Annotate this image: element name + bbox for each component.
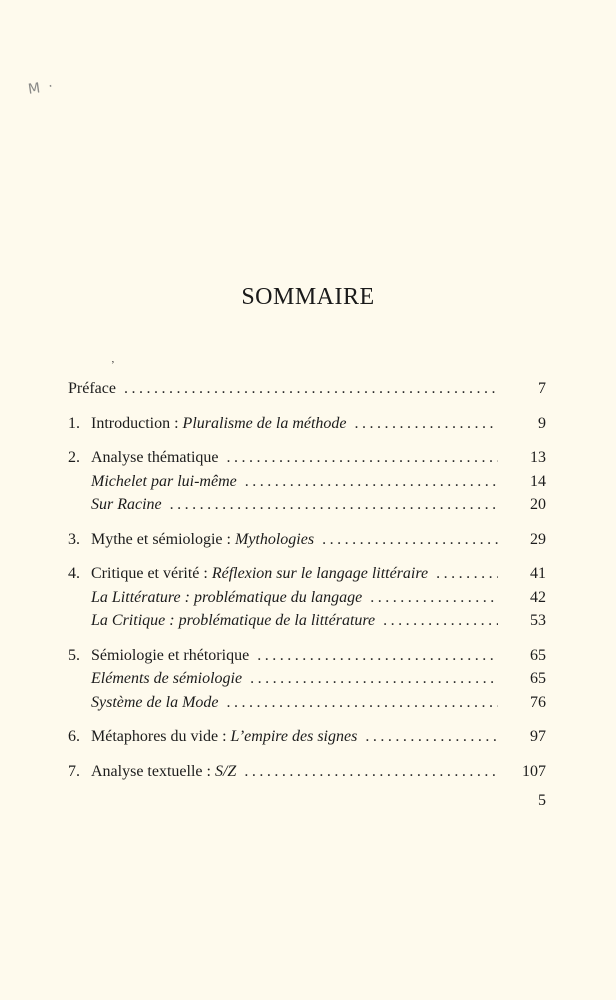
toc-entry-title-italic: Eléments de sémiologie bbox=[91, 670, 243, 687]
dot-leader bbox=[245, 470, 498, 494]
toc-entry-title-plain: Sémiologie et rhétorique bbox=[91, 646, 250, 664]
dot-leader bbox=[170, 493, 498, 517]
toc-entry bbox=[68, 562, 546, 586]
toc-entry-title bbox=[91, 760, 236, 784]
toc-entry-title-italic: S/Z bbox=[214, 762, 237, 780]
toc-entry bbox=[68, 528, 546, 552]
toc-entry-page: 14 bbox=[530, 472, 546, 490]
toc-entry-page: 65 bbox=[530, 670, 546, 687]
toc-entry bbox=[68, 725, 546, 749]
toc-entry-title bbox=[91, 562, 428, 586]
toc-entry bbox=[68, 691, 546, 715]
table-of-contents bbox=[68, 377, 546, 783]
dot-leader bbox=[227, 446, 498, 470]
handwritten-mark: M · bbox=[27, 78, 56, 98]
toc-entry-title-italic: Système de la Mode bbox=[91, 693, 219, 711]
dot-leader bbox=[365, 725, 498, 749]
toc-entry-title-plain: Préface bbox=[68, 380, 116, 397]
toc-entry-page: 76 bbox=[530, 693, 546, 711]
page-number: 5 bbox=[538, 792, 546, 809]
toc-entry-page: 97 bbox=[530, 728, 546, 745]
toc-entry-title-italic: Mythologies bbox=[234, 530, 315, 548]
dot-leader bbox=[227, 691, 498, 715]
toc-entry-title bbox=[91, 691, 219, 715]
toc-entry-page: 20 bbox=[530, 496, 546, 513]
toc-entry bbox=[68, 470, 546, 494]
toc-entry-page: 7 bbox=[538, 380, 546, 397]
dot-leader bbox=[124, 377, 498, 401]
toc-entry-title bbox=[91, 446, 219, 470]
toc-entry-title-italic: La Critique : problématique de la littérature bbox=[91, 612, 376, 629]
toc-entry-title bbox=[91, 528, 314, 552]
toc-entry-title bbox=[91, 609, 375, 633]
toc-entry-number: 3. bbox=[68, 530, 80, 548]
toc-entry bbox=[68, 446, 546, 470]
toc-entry bbox=[68, 586, 546, 610]
page-title: SOMMAIRE bbox=[241, 284, 375, 310]
toc-entry-page: 9 bbox=[538, 414, 546, 432]
dot-leader bbox=[322, 528, 498, 552]
toc-entry-title-italic: Réflexion sur le langage littéraire bbox=[211, 565, 429, 582]
toc-entry-number: 5. bbox=[68, 646, 80, 664]
toc-entry-title-plain: Analyse textuelle : bbox=[91, 762, 215, 780]
toc-entry bbox=[68, 412, 546, 436]
toc-entry-title-italic: Pluralisme de la méthode bbox=[182, 414, 347, 432]
toc-entry-title bbox=[91, 667, 242, 691]
toc-entry-number: 7. bbox=[68, 762, 80, 780]
toc-entry-title bbox=[91, 493, 162, 517]
toc-entry-page: 107 bbox=[522, 762, 546, 780]
toc-entry-title bbox=[68, 377, 116, 401]
toc-entry-page: 41 bbox=[530, 565, 546, 582]
toc-entry-page: 53 bbox=[530, 612, 546, 629]
dot-leader bbox=[383, 609, 498, 633]
toc-entry bbox=[68, 377, 546, 401]
toc-entry-title-plain: Mythe et sémiologie : bbox=[91, 530, 235, 548]
dot-leader bbox=[250, 667, 498, 691]
toc-entry-page: 29 bbox=[530, 530, 546, 548]
stray-mark: ’ bbox=[111, 359, 115, 371]
toc-entry-title-plain: Introduction : bbox=[91, 414, 183, 432]
toc-entry-title-italic: La Littérature : problématique du langage bbox=[91, 588, 363, 606]
toc-entry-title-italic: Michelet par lui-même bbox=[91, 472, 237, 490]
toc-entry-title bbox=[91, 586, 362, 610]
toc-entry-page: 42 bbox=[530, 588, 546, 606]
dot-leader bbox=[355, 412, 498, 436]
toc-entry-page: 13 bbox=[530, 449, 546, 466]
toc-entry bbox=[68, 609, 546, 633]
toc-entry-title-plain: Analyse thématique bbox=[91, 449, 219, 466]
toc-entry-page: 65 bbox=[530, 646, 546, 664]
toc-entry-title bbox=[91, 470, 237, 494]
dot-leader bbox=[370, 586, 498, 610]
toc-entry-title-plain: Critique et vérité : bbox=[91, 565, 212, 582]
toc-entry-number: 2. bbox=[68, 449, 80, 466]
toc-entry-title bbox=[91, 644, 249, 668]
dot-leader bbox=[436, 562, 498, 586]
toc-entry-title bbox=[91, 725, 357, 749]
dot-leader bbox=[257, 644, 498, 668]
toc-entry-number: 1. bbox=[68, 414, 80, 432]
toc-entry-title-italic: Sur Racine bbox=[91, 496, 162, 513]
toc-entry bbox=[68, 760, 546, 784]
toc-entry bbox=[68, 493, 546, 517]
toc-entry bbox=[68, 644, 546, 668]
toc-entry bbox=[68, 667, 546, 691]
toc-entry-title-italic: L’empire des signes bbox=[230, 728, 358, 745]
toc-entry-number: 4. bbox=[68, 565, 80, 582]
toc-entry-title bbox=[91, 412, 347, 436]
toc-entry-title-plain: Métaphores du vide : bbox=[91, 728, 231, 745]
dot-leader bbox=[244, 760, 498, 784]
toc-entry-number: 6. bbox=[68, 728, 80, 745]
